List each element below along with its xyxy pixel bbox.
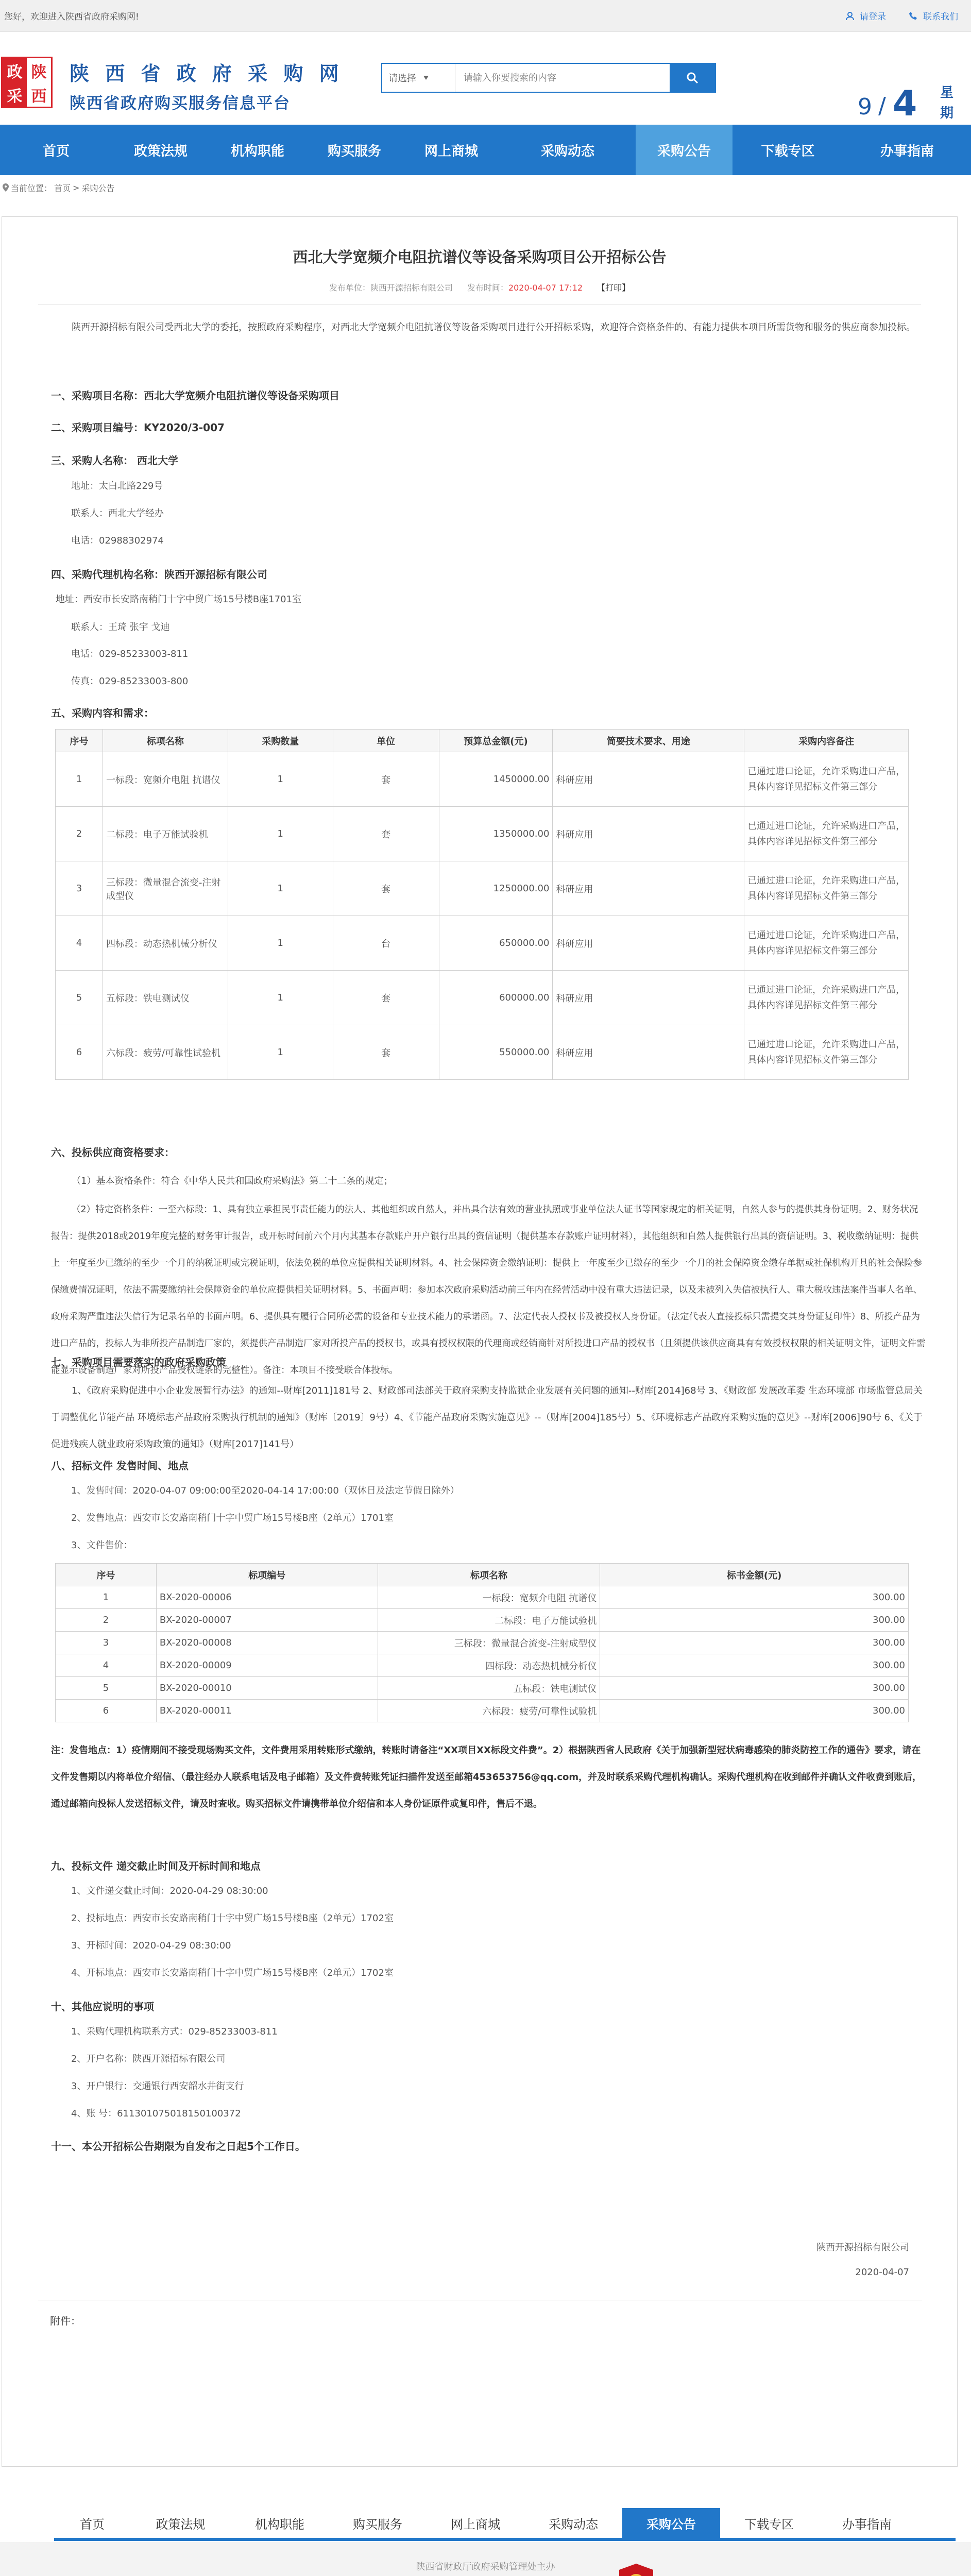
print-link[interactable]: 【打印】 <box>597 283 631 293</box>
procurement-table <box>55 729 909 1080</box>
footer-nav-announcements[interactable]: 采购公告 <box>622 2508 720 2538</box>
footer-nav-home[interactable]: 首页 <box>80 2517 105 2532</box>
nav-item-downloads[interactable]: 下载专区 <box>761 143 815 159</box>
purchaser-phone: 电话：02988302974 <box>71 535 164 546</box>
table-row: 3 三标段：微量混合流变-注射成型仪 1 套 1250000.00 科研应用 已通过进口论证，允许采购进口产品，具体内容详见招标文件第三部分 <box>56 861 909 916</box>
footer-nav-functions[interactable]: 机构职能 <box>255 2517 304 2532</box>
agency-phone-other: 1、采购代理机构联系方式：029-85233003-811 <box>71 2026 278 2037</box>
location-pin-icon <box>3 183 9 192</box>
nav-item-home[interactable]: 首页 <box>42 143 70 159</box>
site-logo[interactable]: 政 陕 采 西 <box>1 57 53 108</box>
bid-place: 2、投标地点：西安市长安路南稍门十字中贸广场15号楼B座（2单元）1702室 <box>71 1913 394 1924</box>
signature-company: 陕西开源招标有限公司 <box>816 2242 909 2253</box>
opening-place: 4、开标地点：西安市长安路南稍门十字中贸广场15号楼B座（2单元）1702室 <box>71 1968 394 1978</box>
site-footer <box>0 2542 971 2576</box>
basic-qualification: （1）基本资格条件：符合《中华人民共和国政府采购法》第二十二条的规定； <box>72 1176 393 1187</box>
section-4-heading: 四、采购代理机构名称：陕西开源招标有限公司 <box>51 568 267 581</box>
search-category-select[interactable]: 请选择 <box>382 64 455 92</box>
article-title: 西北大学宽频介电阻抗谱仪等设备采购项目公开招标公告 <box>293 248 667 266</box>
phone-icon <box>909 11 918 21</box>
chevron-down-icon <box>423 76 429 80</box>
table-row: 4 BX-2020-00009 四标段：动态热机械分析仪 300.00 <box>56 1654 909 1677</box>
table-row: 6 六标段：疲劳/可靠性试验机 1 套 550000.00 科研应用 已通过进口论证，允许采购进口产品，具体内容详见招标文件第三部分 <box>56 1025 909 1080</box>
sale-place: 2、发售地点：西安市长安路南稍门十字中贸广场15号楼B座（2单元）1701室 <box>71 1513 394 1523</box>
section-9-heading: 九、投标文件 递交截止时间及开标时间和地点 <box>51 1860 261 1872</box>
breadcrumb: 当前位置： 首页 > 采购公告 <box>0 175 114 200</box>
section-8-heading: 八、招标文件 发售时间、地点 <box>51 1460 189 1472</box>
footer-host: 陕西省财政厅政府采购管理处主办 <box>416 2562 555 2572</box>
section-6-heading: 六、投标供应商资格要求： <box>51 1146 175 1159</box>
article-container <box>2 216 958 2467</box>
intro-paragraph: 陕西开源招标有限公司受西北大学的委托，按照政府采购程序，对西北大学宽频介电阻抗谱仪等设备采购项目进行公开招标采购，欢迎符合资格条件的、有能力提供本项目所需货物和服务的供应商参加投标。 <box>72 322 915 333</box>
section-10-heading: 十、其他应说明的事项 <box>51 2001 154 2013</box>
nav-item-announcements[interactable]: 采购公告 <box>636 125 732 175</box>
search-button[interactable] <box>670 64 715 92</box>
table-row: 3 BX-2020-00008 三标段：微量混合流变-注射成型仪 300.00 <box>56 1632 909 1654</box>
footer-nav-guide[interactable]: 办事指南 <box>842 2517 892 2532</box>
agency-fax: 传真：029-85233003-800 <box>71 676 189 687</box>
account-name: 2、开户名称：陕西开源招标有限公司 <box>71 2054 226 2064</box>
table-row: 2 二标段：电子万能试验机 1 套 1350000.00 科研应用 已通过进口论证，允许采购进口产品，具体内容详见招标文件第三部分 <box>56 807 909 861</box>
nav-item-mall[interactable]: 网上商城 <box>424 143 478 159</box>
footer-nav-news[interactable]: 采购动态 <box>549 2517 598 2532</box>
table-row: 2 BX-2020-00007 二标段：电子万能试验机 300.00 <box>56 1609 909 1632</box>
opening-time: 3、开标时间：2020-04-29 08:30:00 <box>71 1940 231 1951</box>
footer-nav-downloads[interactable]: 下载专区 <box>744 2517 794 2532</box>
publish-time: 2020-04-07 17:12 <box>508 283 583 293</box>
bank-name: 3、开户银行：交通银行西安韶水井街支行 <box>71 2081 244 2092</box>
article-meta: 发布单位：陕西开源招标有限公司 发布时间：2020-04-07 17:12 【打印】 <box>2 281 957 293</box>
sale-notice: 注：发售地点：1）疫情期间不接受现场购买文件，文件费用采用转账形式缴纳，转账时请备注“XX项目XX标段文件费”。2）根据陕西省人民政府《关于加强新型冠状病毒感染的肺炎防控工作的通告》要求，请在文件发售期以内将单位介绍信、（最注经办人联系电话及电子邮箱）及文件费转账凭证扫描件发送至邮箱453653756@qq.com，并及时联系采购代理机构确认。采购代理机构在收到邮件并确认文件收费到账后，通过邮箱向投标人发送招标文件，请及时查收。购买招标文件请携带单位介绍信和本人身份证原件或复印件，售后不退。 <box>51 1745 922 1809</box>
signature-date: 2020-04-07 <box>855 2267 909 2278</box>
agency-phone: 电话：029-85233003-811 <box>71 649 189 659</box>
site-header: 政 陕 采 西 陕 西 省 政 府 采 购 网 陕西省政府购买服务信息平台 9 / 4 星期 <box>0 32 971 120</box>
section-5-heading: 五、采购内容和需求： <box>51 707 154 719</box>
agency-contact: 联系人：王琦 张宇 戈迪 <box>71 622 170 633</box>
table-header-row: 序号 标项名称 采购数量 单位 预算总金额(元) 简要技术要求、用途 采购内容备注 <box>56 730 909 752</box>
table-row: 5 五标段：铁电测试仪 1 套 600000.00 科研应用 已通过进口论证，允许采购进口产品，具体内容详见招标文件第三部分 <box>56 971 909 1025</box>
site-title: 陕 西 省 政 府 采 购 网 陕西省政府购买服务信息平台 <box>70 62 344 113</box>
breadcrumb-home[interactable]: 首页 <box>54 183 71 193</box>
section-3-heading: 三、采购人名称： 西北大学 <box>51 454 178 467</box>
purchaser-contact: 联系人：西北大学经办 <box>71 508 164 519</box>
document-price-label: 3、文件售价： <box>71 1540 133 1551</box>
table-header-row: 序号 标项编号 标项名称 标书金额(元) <box>56 1564 909 1586</box>
footer-nav-services[interactable]: 购买服务 <box>353 2517 402 2532</box>
table-row: 5 BX-2020-00010 五标段：铁电测试仪 300.00 <box>56 1677 909 1700</box>
section-1-heading: 一、采购项目名称：西北大学宽频介电阻抗谱仪等设备采购项目 <box>51 389 339 402</box>
footer-nav-mall[interactable]: 网上商城 <box>451 2517 500 2532</box>
document-price-table <box>55 1563 909 1722</box>
search-bar <box>381 63 716 93</box>
table-row: 1 BX-2020-00006 一标段：宽频介电阻 抗谱仪 300.00 <box>56 1586 909 1609</box>
section-11-heading: 十一、本公开招标公告期限为自发布之日起5个工作日。 <box>51 2140 305 2153</box>
publisher: 陕西开源招标有限公司 <box>370 283 453 293</box>
user-icon <box>845 11 855 21</box>
policy-list: 1、《政府采购促进中小企业发展暂行办法》的通知--财库[2011]181号 2、财政部司法部关于政府采购支持监狱企业发展有关问题的通知--财库[2014]68号 3、《财政部 发展改革委 生态环境部 市场监管总局关于调整优化节能产品 环境标志产品政府采购执行机制的通知》（财库〔2019〕9号）4、《节能产品政府采购实施意见》--（财库[2004]185号）5、《环境标志产品政府采购实施的意见》--财库[2006]90号 6、《关于促进残疾人就业政府采购政策的通知》（财库[2017]141号） <box>51 1385 923 1450</box>
nav-item-policy[interactable]: 政策法规 <box>133 143 188 159</box>
login-link[interactable]: 请登录 <box>845 9 886 22</box>
main-nav <box>0 125 971 175</box>
nav-item-guide[interactable]: 办事指南 <box>880 143 934 159</box>
contact-link[interactable]: 联系我们 <box>909 9 958 22</box>
nav-item-functions[interactable]: 机构职能 <box>230 143 284 159</box>
submission-deadline: 1、文件递交截止时间：2020-04-29 08:30:00 <box>71 1886 268 1896</box>
section-7-heading: 七、采购项目需要落实的政府采购政策 <box>51 1356 226 1368</box>
nav-item-news[interactable]: 采购动态 <box>540 143 594 159</box>
agency-address: 地址：西安市长安路南稍门十字中贸广场15号楼B座1701室 <box>56 594 302 605</box>
table-row: 4 四标段：动态热机械分析仪 1 台 650000.00 科研应用 已通过进口论证，允许采购进口产品，具体内容详见招标文件第三部分 <box>56 916 909 971</box>
table-row: 6 BX-2020-00011 六标段：疲劳/可靠性试验机 300.00 <box>56 1700 909 1722</box>
breadcrumb-current[interactable]: 采购公告 <box>81 183 115 193</box>
search-input[interactable] <box>455 64 670 92</box>
section-2-heading: 二、采购项目编号：KY2020/3-007 <box>51 421 225 434</box>
sale-time: 1、发售时间：2020-04-07 09:00:00至2020-04-14 17:00:00（双休日及法定节假日除外） <box>71 1485 459 1496</box>
purchaser-address: 地址：太白北路229号 <box>71 481 163 492</box>
specific-qualification: （2）特定资格条件：一至六标段：1、具有独立承担民事责任能力的法人、其他组织或自然人，并出具合法有效的营业执照或事业单位法人证书等国家规定的相关证明，自然人参与的提供其身份证明。2、财务状况报告：提供2018或2019年度完整的财务审计报告，或开标时间前六个月内其基本存款账户开户银行出具的资信证明（提供基本存款账户证明材料），其他组织和自然人提供银行出具的资信证明。3、税收缴纳证明：提供上一年度至少已缴纳的至少一个月的纳税证明或完税证明，依法免税的单位应提供相关证明材料。4、社会保障资金缴纳证明：提供上一年度至少已缴存的至少一个月的社会保障资金缴存单据或社保机构开具的社会保险参保缴费情况证明，依法不需要缴纳社会保障资金的单位应提供相关证明材料。5、书面声明：参加本次政府采购活动前三年内在经营活动中没有重大违法记录，以及未被列入失信被执行人、重大税收违法案件当事人名单、政府采购严重违法失信行为记录名单的书面声明。6、提供具有履行合同所必需的设备和专业技术能力的承诺函。7、法定代表人授权书及被授权人身份证。（法定代表人直接投标只需提交其身份证复印件）8、所投产品为进口产品的，投标人为非所投产品制造厂家的，须提供产品制造厂家对所投产品的授权书，或具有授权权限的代理商或经销商针对所投进口产品的授权书（且须提供该供应商具有有效授权权限的相关证明文件，证明文件需能显示设备制造厂家对所投产品授权链条的完整性）。备注：本项目不接受联合体投标。 <box>51 1205 926 1376</box>
divider <box>38 304 921 305</box>
attachment-label: 附件： <box>50 2315 81 2327</box>
footer-nav-policy[interactable]: 政策法规 <box>156 2517 206 2532</box>
top-bar <box>0 0 971 32</box>
welcome-text: 您好，欢迎进入陕西省政府采购网! <box>4 12 139 22</box>
nav-item-services[interactable]: 购买服务 <box>327 143 381 159</box>
footer-nav <box>54 2508 956 2541</box>
account-number: 4、账 号：611301075018150100372 <box>71 2108 241 2119</box>
search-icon <box>686 72 699 84</box>
table-row: 1 一标段：宽频介电阻 抗谱仪 1 套 1450000.00 科研应用 已通过进口论证，允许采购进口产品，具体内容详见招标文件第三部分 <box>56 752 909 807</box>
party-emblem-icon[interactable] <box>617 2563 655 2576</box>
